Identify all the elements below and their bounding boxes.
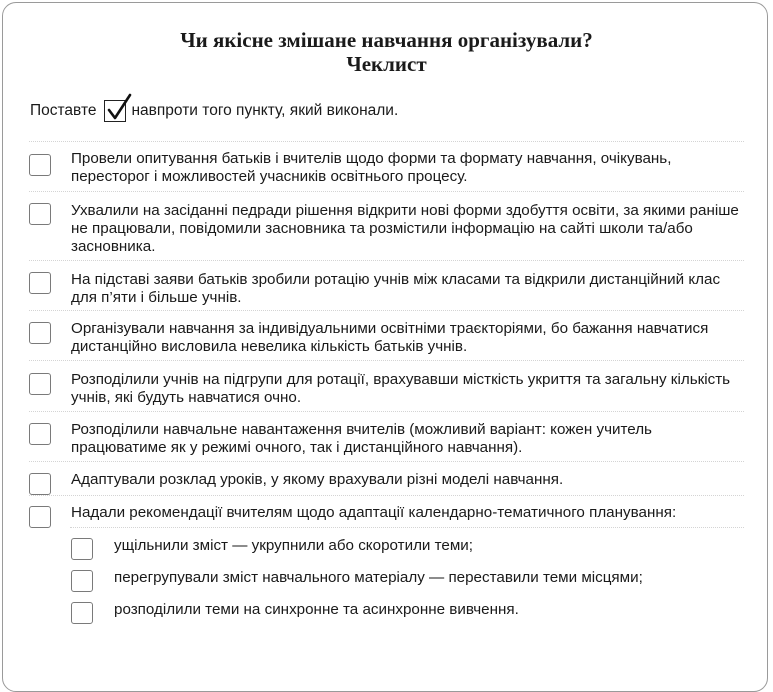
instruction-after: навпроти того пункту, який виконали. (131, 102, 399, 119)
checklist-item (29, 411, 744, 462)
checklist-item (29, 191, 744, 261)
checklist-subitem (71, 537, 711, 561)
item-text: Провели опитування батьків і вчителів щодо форми та формату навчання, очікувань, пересторог і можливостей учасників освітнього процесу. (71, 150, 672, 185)
item-text: Ухвалили на засіданні педради рішення відкрити нові форми здобуття освіти, за якими раніше не працювали, повідомили засновника та розмістили інформацію на сайті школи та/або засновника. (71, 202, 739, 255)
item-checkbox[interactable] (29, 322, 51, 344)
item-checkbox[interactable] (29, 203, 51, 225)
subitem-checkbox[interactable] (71, 570, 93, 592)
checkmark-icon (105, 93, 133, 123)
item-text: Надали рекомендації вчителям щодо адаптації календарно-тематичного планування: (71, 504, 677, 521)
instruction-before: Поставте (30, 102, 97, 119)
checkbox-checked-icon (104, 100, 126, 122)
checklist-item (29, 310, 744, 361)
checklist-item (29, 360, 744, 412)
checklist-item (29, 461, 744, 496)
item-checkbox[interactable] (29, 506, 51, 528)
checklist-subitem (71, 601, 711, 625)
page-title (0, 28, 773, 76)
title-line-2: Чеклист (346, 52, 427, 76)
item-checkbox[interactable] (29, 423, 51, 445)
title-line-1: Чи якісне змішане навчання організували? (180, 28, 593, 52)
subitem-text: ущільнили зміст — укрупнили або скоротили теми; (114, 537, 474, 554)
checklist-item (29, 260, 744, 311)
subitem-text: розподілили теми на синхронне та асинхронне вивчення. (114, 601, 519, 618)
subitem-checkbox[interactable] (71, 602, 93, 624)
checklist-item (29, 495, 744, 528)
item-text: Адаптували розклад уроків, у якому врахували різні моделі навчання. (71, 471, 564, 488)
item-checkbox[interactable] (29, 272, 51, 294)
checklist-subitem (71, 569, 711, 593)
item-checkbox[interactable] (29, 473, 51, 495)
item-text: Розподілили навчальне навантаження вчителів (можливий варіант: кожен учитель працюватиме як у режимі очного, так і дистанційного навчання). (71, 421, 652, 456)
instruction (30, 96, 398, 126)
item-checkbox[interactable] (29, 373, 51, 395)
item-text: Організували навчання за індивідуальними освітніми траєкторіями, бо бажання навчатися дистанційно висловила невелика кількість батьків учнів. (71, 320, 709, 355)
item-text: Розподілили учнів на підгрупи для ротації, врахувавши місткість укриття та загальну кількість учнів, які будуть навчатися очно. (71, 371, 731, 406)
subitem-checkbox[interactable] (71, 538, 93, 560)
checklist-item (29, 141, 744, 192)
item-checkbox[interactable] (29, 154, 51, 176)
subitem-text: перегрупували зміст навчального матеріалу — переставили теми місцями; (114, 569, 643, 586)
subitem-divider (70, 527, 744, 528)
item-text: На підставі заяви батьків зробили ротацію учнів між класами та відкрили дистанційний клас для п’яти і більше учнів. (71, 271, 721, 306)
